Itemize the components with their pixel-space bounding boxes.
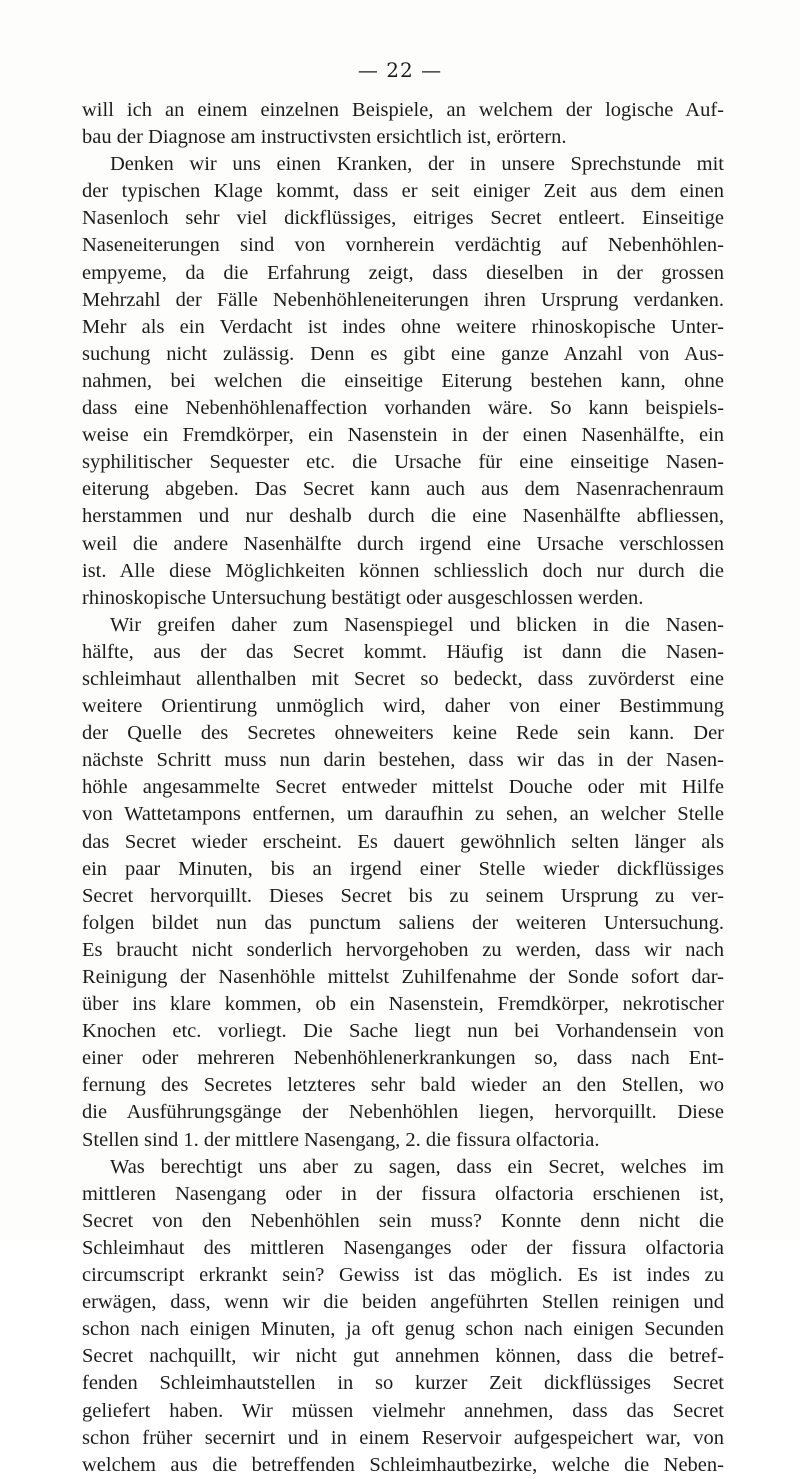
text-line: folgen bildet nun das punctum saliens der weiteren Untersuchung. [82,911,724,934]
text-line: über ins klare kommen, ob ein Nasenstein, Fremdkörper, nekrotischer [82,993,724,1016]
text-line: der Quelle des Secretes ohneweiters keine Rede sein kann. Der [82,722,724,745]
text-line: höhle angesammelte Secret entweder mittelst Douche oder mit Hilfe [82,776,724,799]
text-line: Knochen etc. vorliegt. Die Sache liegt nun bei Vorhandensein von [82,1020,724,1043]
text-line: die Ausführungsgänge der Nebenhöhlen liegen, hervorquillt. Diese [82,1101,724,1124]
text-line: erwägen, dass, wenn wir die beiden angeführten Stellen reinigen und [82,1291,724,1314]
text-line: mittleren Nasengang oder in der fissura olfactoria erschienen ist, [82,1182,724,1205]
text-line: Mehr als ein Verdacht ist indes ohne weitere rhinoskopische Unter- [82,315,724,338]
text-line: fernung des Secretes letzteres sehr bald wieder an den Stellen, wo [82,1074,724,1097]
text-line: Secret nachquillt, wir nicht gut annehmen können, dass die betref- [82,1345,724,1368]
text-line: rhinoskopische Untersuchung bestätigt oder ausgeschlossen werden. [82,586,644,609]
text-line: hälfte, aus der das Secret kommt. Häufig ist dann die Nasen- [82,640,724,663]
text-line: herstammen und nur deshalb durch die eine Nasenhälfte abfliessen, [82,505,724,528]
text-line: von Wattetampons entfernen, um daraufhin zu sehen, an welcher Stelle [82,803,724,826]
text-line: Schleimhaut des mittleren Nasenganges oder der fissura olfactoria [82,1236,724,1259]
text-line: welchem aus die betreffenden Schleimhautbezirke, welche die Neben- [82,1453,724,1476]
text-line: Es braucht nicht sonderlich hervorgehoben zu werden, dass wir nach [82,938,724,961]
text-line: Secret von den Nebenhöhlen sein muss? Konnte denn nicht die [82,1209,724,1232]
text-line: der typischen Klage kommt, dass er seit einiger Zeit aus dem einen [82,180,724,203]
text-line: schon nach einigen Minuten, ja oft genug schon nach einigen Secunden [82,1318,724,1341]
text-line: weitere Orientirung unmöglich wird, daher von einer Bestimmung [82,695,724,718]
text-line: Was berechtigt uns aber zu sagen, dass ein Secret, welches im [110,1155,724,1178]
text-line: bau der Diagnose am instructivsten ersichtlich ist, erörtern. [82,126,567,149]
text-line: nahmen, bei welchen die einseitige Eiterung bestehen kann, ohne [82,369,724,392]
text-line: syphilitischer Sequester etc. die Ursache für eine einseitige Nasen- [82,451,724,474]
text-line: Secret hervorquillt. Dieses Secret bis zu seinem Ursprung zu ver- [82,884,724,907]
text-line: dass eine Nebenhöhlenaffection vorhanden wäre. So kann beispiels- [82,397,724,420]
text-line: das Secret wieder erscheint. Es dauert gewöhnlich selten länger als [82,830,724,853]
text-line: Wir greifen daher zum Nasenspiegel und blicken in die Nasen- [110,613,724,636]
text-line: nächste Schritt muss nun darin bestehen, dass wir das in der Nasen- [82,749,724,772]
text-line: Naseneiterungen sind von vornherein verdächtig auf Nebenhöhlen- [82,234,724,257]
text-line: Mehrzahl der Fälle Nebenhöhleneiterungen ihren Ursprung verdanken. [82,288,724,311]
text-line: Denken wir uns einen Kranken, der in unsere Sprechstunde mit [110,153,724,176]
text-line: schleimhaut allenthalben mit Secret so bedeckt, dass zuvörderst eine [82,667,724,690]
text-line: weise ein Fremdkörper, ein Nasenstein in der einen Nasenhälfte, ein [82,424,724,447]
text-line: fenden Schleimhautstellen in so kurzer Zeit dickflüssiges Secret [82,1372,724,1395]
text-line: weil die andere Nasenhälfte durch irgend eine Ursache verschlossen [82,532,724,555]
text-line: einer oder mehreren Nebenhöhlenerkrankungen so, dass nach Ent- [82,1047,724,1070]
body-text [82,97,724,1479]
text-line: empyeme, da die Erfahrung zeigt, dass dieselben in der grossen [82,261,724,284]
text-line: will ich an einem einzelnen Beispiele, an welchem der logische Auf- [82,99,724,121]
text-line: Reinigung der Nasenhöhle mittelst Zuhilfenahme der Sonde sofort dar- [82,966,724,988]
text-line: ist. Alle diese Möglichkeiten können schliesslich doch nur durch die [82,559,724,582]
text-line: Nasenloch sehr viel dickflüssiges, eitriges Secret entleert. Einseitige [82,207,724,230]
text-line: geliefert haben. Wir müssen vielmehr annehmen, dass das Secret [82,1399,724,1422]
page-number: — 22 — [357,58,443,82]
text-line: Stellen sind 1. der mittlere Nasengang, 2. die fissura olfactoria. [82,1128,600,1151]
text-line: circumscript erkrankt sein? Gewiss ist das möglich. Es ist indes zu [82,1264,724,1287]
text-line: suchung nicht zulässig. Denn es gibt eine ganze Anzahl von Aus- [82,342,724,365]
text-line: eiterung abgeben. Das Secret kann auch aus dem Nasenrachenraum [82,478,724,501]
text-line: schon früher secernirt und in einem Reservoir aufgespeichert war, von [82,1426,724,1449]
text-line: ein paar Minuten, bis an irgend einer Stelle wieder dickflüssiges [82,857,724,880]
